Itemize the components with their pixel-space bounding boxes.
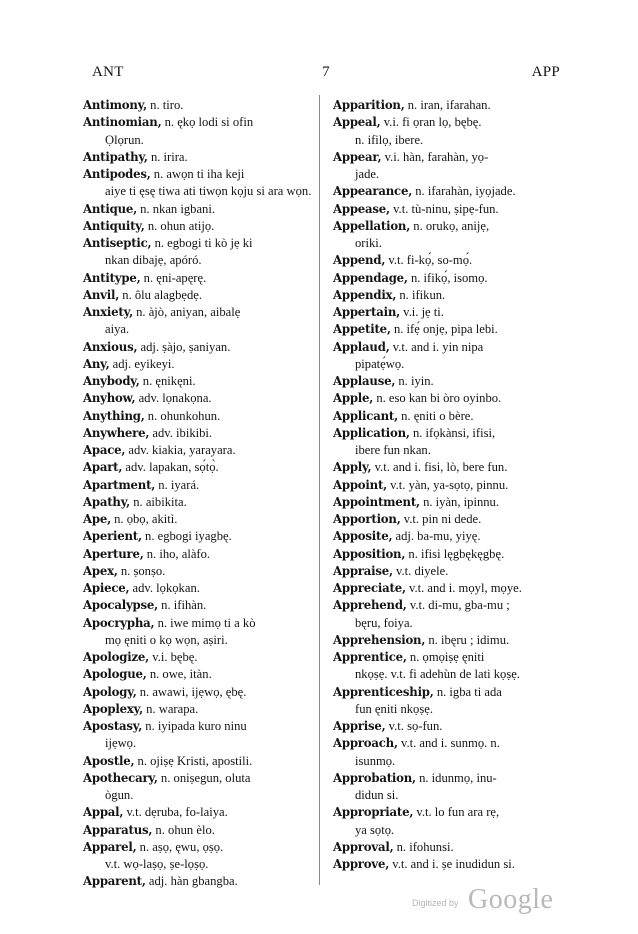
entry-definition: adj. hàn gbangba. [148,874,238,889]
entry-definition: v.t. and i. fisi, lò, bere fun. [374,460,508,475]
entry-headword: Antiquity, [83,218,145,233]
dictionary-entry [85,339,313,356]
entry-definition: n. ifarahàn, iyọjade. [415,184,516,199]
entry-definition: n. ękọ lodi si ofin [164,115,254,130]
dictionary-entry [335,632,563,649]
entry-headword: Anywhere, [83,425,150,440]
entry-definition: n. awawi, ijẹwọ, ębę. [139,684,247,699]
dictionary-entry [335,339,563,374]
dictionary-entry [85,718,313,753]
entry-definition: n. owe, itàn. [149,667,212,682]
entry-headword: Ape, [83,512,111,526]
entry-definition: v.t. di-mu, gba-mu ; [409,598,510,613]
entry-definition: adv. ibikibi. [152,425,213,440]
entry-definition: adj. ṣàjo, ṣaniyan. [140,339,231,354]
entry-headword: Apart, [83,460,123,475]
dictionary-entry [335,649,563,684]
entry-headword: Apex, [83,563,118,578]
dictionary-entry [335,183,563,200]
entry-headword: Approval, [333,839,394,854]
dictionary-entry [335,770,563,805]
entry-headword: Apocrypha, [83,615,155,630]
header-left-guideword: ANT [92,64,124,80]
dictionary-entry [335,425,563,460]
dictionary-entry [85,597,313,614]
entry-continuation: didun si. [355,788,399,802]
entry-definition: n. igba ti ada [436,684,502,699]
entry-headword: Approve, [333,857,390,871]
entry-headword: Apocalypse, [83,598,159,613]
entry-headword: Anxiety, [83,305,133,319]
dictionary-entry [335,839,563,856]
dictionary-entry [335,149,563,184]
entry-definition: n. ôlu alagbẹdẹ. [122,287,202,302]
entry-headword: Any, [83,356,110,371]
entry-headword: Apathy, [83,494,131,509]
entry-headword: Apparition, [333,98,405,112]
entry-headword: Antinomian, [83,115,162,130]
entry-headword: Antipathy, [83,149,148,164]
entry-headword: Appendix, [333,287,397,302]
entry-continuation: jade. [355,167,380,181]
dictionary-entry [85,201,313,218]
dictionary-entry [335,580,563,597]
entry-headword: Apostle, [83,753,135,768]
dictionary-entry [335,114,563,149]
entry-definition: v.t. pin ni dede. [403,512,482,526]
entry-definition: adv. lọkọkan. [132,581,200,595]
entry-definition: n. ifikun. [399,287,446,302]
entry-definition: n. ifohunsi. [396,839,454,854]
entry-definition: v.i. jẹ ti. [403,305,444,319]
entry-headword: Antique, [83,201,137,216]
entry-definition: n. ifẹ́ onjẹ, pipa lebi. [393,322,498,337]
dictionary-entry [335,373,563,390]
entry-definition: v.t. and i. sunmọ. n. [400,736,500,751]
dictionary-entry [85,356,313,373]
dictionary-entry [85,546,313,563]
entry-headword: Apprenticeship, [333,684,434,699]
entry-continuation: oriki. [355,236,382,250]
dictionary-entry [335,735,563,770]
entry-headword: Apparatus, [83,822,153,837]
dictionary-entry [335,304,563,321]
dictionary-entry [335,546,563,563]
entry-headword: Anyhow, [83,391,136,406]
entry-definition: n. iyipada kuro ninu [145,719,247,733]
column-divider [319,95,320,885]
dictionary-entry [85,442,313,459]
entry-definition: v.i. bębę. [152,650,198,664]
dictionary-entry [335,218,563,253]
dictionary-entry [335,856,563,873]
entry-continuation: n. ifilọ, ibere. [355,132,424,147]
entry-headword: Appease, [333,201,390,216]
entry-continuation: nkọṣẹ. v.t. fi adehùn de lati kọṣẹ. [355,667,520,682]
dictionary-entry [85,425,313,442]
entry-definition: adv. kiakia, yarayara. [128,443,236,457]
entry-headword: Apothecary, [83,770,158,785]
dictionary-entry [335,511,563,528]
dictionary-entry [335,270,563,287]
dictionary-entry [85,615,313,650]
dictionary-entry [335,528,563,545]
entry-headword: Antiseptic, [83,236,152,250]
entry-definition: n. ohun èlo. [155,822,215,837]
entry-continuation: ijẹwọ. [105,736,137,751]
entry-continuation: aiya. [105,322,130,337]
entry-definition: n. ęnikęni. [142,374,196,388]
entry-headword: Anvil, [83,287,120,302]
entry-continuation: isunmọ. [355,753,396,768]
entry-definition: v.t. fi-kọ́, so-mọ́. [388,253,473,268]
dictionary-entry [85,304,313,339]
dictionary-entry [85,287,313,304]
dictionary-entry [85,528,313,545]
entry-definition: n. iran, ifarahan. [407,98,491,112]
entry-definition: n. ọmọiṣẹ ęniti [409,650,485,664]
dictionary-entry [85,218,313,235]
entry-headword: Apprentice, [333,650,407,664]
entry-headword: Appearance, [333,184,413,199]
entry-headword: Apologue, [83,667,147,682]
dictionary-entry [85,666,313,683]
entry-definition: v.t. and i. mọyl, mọye. [409,581,522,595]
entry-definition: n. ohun atijọ. [147,218,215,233]
entry-definition: v.t. sọ-fun. [388,719,443,733]
entry-headword: Anxious, [83,339,138,354]
entry-continuation: nkan dibajẹ, apóró. [105,253,202,268]
entry-headword: Appreciate, [333,581,406,595]
entry-headword: Apparent, [83,874,146,889]
entry-definition: n. ęni-apęrę. [143,270,207,285]
entry-headword: Appetite, [333,322,391,337]
entry-headword: Appeal, [333,115,381,130]
dictionary-entry [335,408,563,425]
entry-definition: adj. ba-mu, yiyę. [395,529,481,544]
page-number: 7 [322,64,330,80]
entry-headword: Apartment, [83,477,156,492]
entry-definition: v.t. diyele. [396,563,449,578]
entry-headword: Apiece, [83,581,130,595]
dictionary-entry [335,252,563,269]
entry-definition: n. warapa. [146,701,199,716]
entry-headword: Approach, [333,736,398,751]
entry-definition: adj. eyikeyi. [112,356,175,371]
entry-definition: v.t. tù-ninu, ṣipẹ-fun. [393,201,499,216]
entry-definition: n. ọbọ, akitì. [114,512,178,526]
entry-definition: n. egbogi ti kò jẹ ki [154,236,253,250]
dictionary-entry [335,459,563,476]
entry-headword: Antipodes, [83,167,151,181]
entry-definition: n. ifikọ́, isomọ. [410,270,488,285]
dictionary-entry [335,597,563,632]
entry-headword: Apprise, [333,719,386,733]
entry-definition: n. ojiṣẹ Kristi, apostili. [137,753,253,768]
dictionary-entry [335,494,563,511]
entry-continuation: fun ęniti nkọṣẹ. [355,701,433,716]
entry-headword: Apology, [83,684,137,699]
entry-definition: n. ęniti o bère. [401,408,474,423]
dictionary-entry [335,201,563,218]
dictionary-entry [85,580,313,597]
dictionary-entry [85,873,313,890]
dictionary-entry [85,649,313,666]
dictionary-entry [85,477,313,494]
entry-headword: Apposite, [333,529,393,544]
entry-headword: Appellation, [333,218,411,233]
left-column [85,97,313,891]
dictionary-entry [335,563,563,580]
entry-definition: n. aibikita. [133,494,187,509]
entry-headword: Apoplexy, [83,701,143,716]
entry-definition: n. iyin. [398,374,434,388]
entry-headword: Apace, [83,443,126,457]
entry-headword: Apportion, [333,512,401,526]
entry-headword: Apple, [333,391,374,406]
dictionary-entry [335,390,563,407]
entry-headword: Apposition, [333,546,406,561]
entry-definition: n. iyàn, ipinnu. [423,494,499,509]
entry-headword: Appear, [333,149,382,164]
entry-continuation: ibere fun nkan. [355,443,431,457]
entry-definition: n. ohunkohun. [147,408,221,423]
dictionary-entry [85,97,313,114]
entry-definition: n. oniṣegun, oluta [160,770,251,785]
dictionary-entry [85,839,313,874]
dictionary-entry [85,701,313,718]
entry-definition: n. àjò, aniyan, aibalẹ [136,305,241,319]
dictionary-entry [85,753,313,770]
entry-headword: Anything, [83,408,145,423]
entry-headword: Approbation, [333,770,416,785]
entry-definition: n. iho, alàfo. [146,546,211,561]
entry-headword: Aperient, [83,529,142,544]
dictionary-entry [85,684,313,701]
entry-definition: n. ṣonṣo. [120,563,166,578]
watermark [412,880,572,920]
entry-headword: Antitype, [83,270,141,285]
entry-headword: Appoint, [333,477,388,492]
entry-headword: Appraise, [333,563,393,578]
entry-headword: Apprehension, [333,632,426,647]
entry-definition: v.t. and i. ṣe inudidun si. [392,857,515,871]
dictionary-entry [335,718,563,735]
entry-definition: n. tiro. [150,98,184,112]
dictionary-entry [85,373,313,390]
entry-definition: n. eso kan bi òro oyinbo. [376,391,502,406]
entry-headword: Appropriate, [333,805,414,820]
dictionary-entry [85,408,313,425]
entry-definition: n. idunmọ, inu- [419,770,497,785]
entry-headword: Appal, [83,805,124,820]
dictionary-entry [85,390,313,407]
entry-definition: n. ifisi lęgbękęgbę. [408,546,505,561]
dictionary-entry [85,235,313,270]
dictionary-entry [85,563,313,580]
entry-headword: Anybody, [83,374,140,388]
dictionary-entry [85,166,313,201]
entry-continuation: pipatẹ́wọ. [355,356,405,371]
dictionary-entry [85,270,313,287]
entry-headword: Antimony, [83,98,148,112]
dictionary-entry [85,770,313,805]
entry-continuation: mọ ęniti o kọ wọn, aṣiri. [105,632,228,647]
entry-definition: v.i. fi ọran lọ, bębę. [383,115,482,130]
dictionary-entry [85,114,313,149]
entry-headword: Applicant, [333,408,398,423]
entry-definition: n. nkan igbani. [140,201,215,216]
entry-continuation: ya sọtọ. [355,822,395,837]
entry-headword: Applaud, [333,339,390,354]
entry-headword: Aperture, [83,546,144,561]
entry-definition: adv. lọnakọna. [138,391,212,406]
entry-continuation: v.t. wọ-laṣọ, ṣe-lọṣọ. [105,857,209,871]
dictionary-entry [335,684,563,719]
entry-headword: Appertain, [333,305,400,319]
entry-headword: Apprehend, [333,598,407,613]
entry-continuation: aiye ti ęsę tiwa ati tiwọn kọju si ara wọn. [105,184,312,199]
header-right-guideword: APP [531,64,560,80]
entry-definition: v.t. yàn, ya-sọtọ, pinnu. [390,477,509,492]
entry-definition: n. awọn ti iha keji [153,167,245,181]
entry-headword: Apologize, [83,650,150,664]
entry-headword: Appointment, [333,494,420,509]
entry-headword: Append, [333,253,386,268]
dictionary-entry [85,511,313,528]
entry-definition: v.t. lo fun ara rẹ, [416,805,500,820]
entry-headword: Applause, [333,374,396,388]
entry-definition: adv. lapakan, sọ́tọ̀. [125,460,219,475]
entry-headword: Application, [333,425,410,440]
entry-definition: n. iyará. [158,477,200,492]
dictionary-entry [85,459,313,476]
entry-headword: Apparel, [83,839,137,854]
entry-definition: v.t. and i. yin nipa [392,339,484,354]
dictionary-entry [85,822,313,839]
entry-headword: Apostasy, [83,719,143,733]
entry-definition: n. ifihàn. [161,598,207,613]
entry-definition: v.t. dẹruba, fo-laiya. [126,805,228,820]
entry-definition: n. ifọkànsi, ifisi, [412,425,496,440]
entry-headword: Appendage, [333,270,408,285]
entry-definition: n. aṣọ, ęwu, ọṣọ. [139,839,224,854]
page-header [92,64,560,84]
dictionary-entry [85,149,313,166]
dictionary-entry [85,804,313,821]
google-logo: Google [468,884,554,915]
dictionary-entry [335,804,563,839]
dictionary-entry [335,321,563,338]
entry-continuation: ògun. [105,788,134,802]
entry-definition: n. orukọ, anijẹ, [413,218,490,233]
dictionary-entry [335,97,563,114]
entry-definition: n. irira. [150,149,188,164]
entry-continuation: bęru, foiya. [355,615,413,630]
watermark-caption: Digitized by [412,898,459,908]
entry-definition: n. iwe mimọ ti a kò [157,615,256,630]
dictionary-entry [335,477,563,494]
entry-definition: n. ibęru ; idimu. [428,632,510,647]
dictionary-entry [85,494,313,511]
entry-definition: n. egbogi iyagbę. [145,529,232,544]
entry-definition: v.i. hàn, farahàn, yọ- [384,149,489,164]
dictionary-entry [335,287,563,304]
entry-headword: Apply, [333,460,372,475]
entry-continuation: Ọlọrun. [105,132,144,147]
right-column [335,97,563,873]
